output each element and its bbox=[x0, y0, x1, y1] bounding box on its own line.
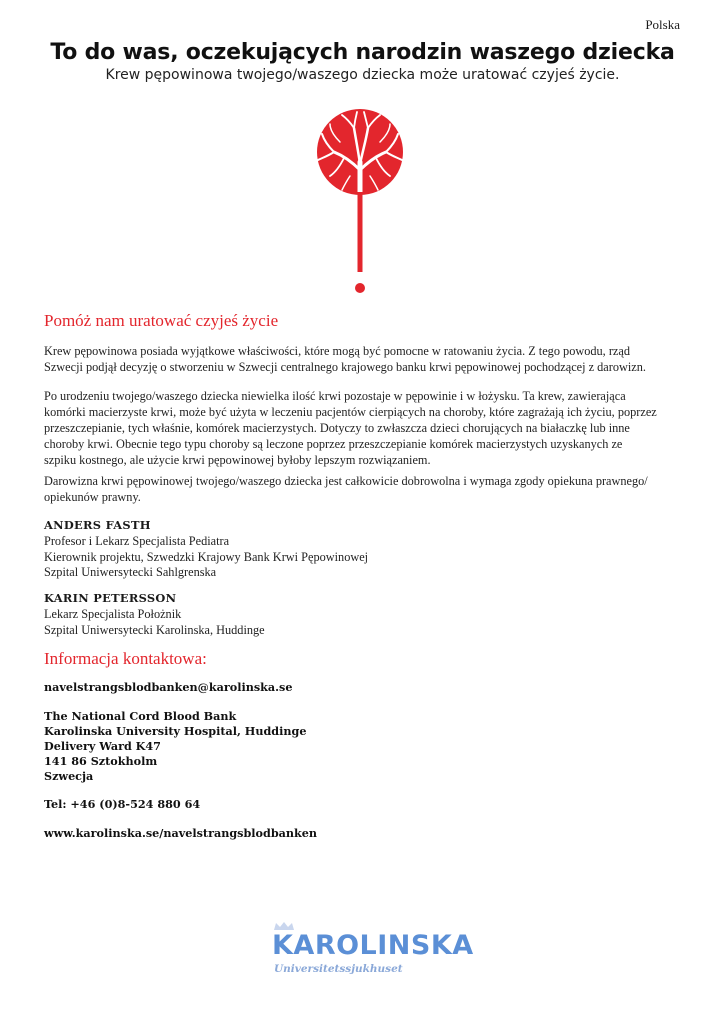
signatory-name: ANDERS FASTH bbox=[44, 518, 151, 532]
contact-address bbox=[44, 709, 306, 784]
contact-website-link[interactable]: www.karolinska.se/navelstrangsblodbanken bbox=[44, 826, 318, 840]
page-subtitle: Krew pępowinowa twojego/waszego dziecka może uratować czyjeś życie. bbox=[105, 67, 620, 83]
section-heading-help: Pomóż nam uratować czyjeś życie bbox=[44, 311, 279, 330]
address-line: Karolinska University Hospital, Huddinge bbox=[44, 724, 307, 738]
page-title: To do was, oczekujących narodzin waszego dziecka bbox=[50, 40, 675, 65]
address-line: Delivery Ward K47 bbox=[44, 739, 161, 753]
language-label: Polska bbox=[645, 17, 680, 32]
cord-tree-logo bbox=[300, 100, 420, 300]
signatory-name: KARIN PETERSSON bbox=[44, 591, 177, 605]
paragraph-1: Krew pępowinowa posiada wyjątkowe właściwości, które mogą być pomocne w ratowaniu życia. Z tego powodu, rząd Szwecji podjął decyzję o stworzeniu w Szwecji centralnego krajowego banku krwi pępowinowej pochodzącej z darowizn. bbox=[44, 344, 646, 374]
paragraph-3: Darowizna krwi pępowinowej twojego/waszego dziecka jest całkowicie dobrowolna i wymaga zgody opiekuna prawnego/ opiekunów prawny. bbox=[44, 474, 648, 504]
signatory-role: Kierownik projektu, Szwedzki Krajowy Bank Krwi Pępowinowej bbox=[44, 550, 369, 564]
address-line: 141 86 Sztokholm bbox=[44, 754, 158, 768]
contact-heading: Informacja kontaktowa: bbox=[44, 649, 207, 668]
signatory-title: Profesor i Lekarz Specjalista Pediatra bbox=[44, 534, 230, 548]
contact-email-link[interactable]: navelstrangsblodbanken@karolinska.se bbox=[44, 680, 293, 694]
karolinska-logo-subtitle: Universitetssjukhuset bbox=[274, 963, 403, 975]
contact-phone: Tel: +46 (0)8-524 880 64 bbox=[44, 797, 201, 811]
signatory-title: Lekarz Specjalista Położnik bbox=[44, 607, 182, 621]
signatory-affiliation: Szpital Uniwersytecki Sahlgrenska bbox=[44, 565, 217, 579]
address-line: The National Cord Blood Bank bbox=[44, 709, 237, 723]
paragraph-2: Po urodzeniu twojego/waszego dziecka niewielka ilość krwi pozostaje w pępowinie i w łożysku. Ta krew, zawierająca komórki macierzyste krwi, może być użyta w leczeniu pacjentów cierpiących na choroby, które zagrażają ich życiu, poprzez przeszczepianie, tych właśnie, komórek macierzystych. Dotyczy to zwłaszcza dzieci chorujących na białaczkę lub inne choroby krwi. Obecnie tego typu choroby są leczone poprzez przeszczepianie komórek macierzystych uzyskanych ze szpiku kostnego, ale użycie krwi pępowinowej byłoby lepszym rozwiązaniem. bbox=[44, 389, 657, 467]
signatory-affiliation: Szpital Uniwersytecki Karolinska, Huddinge bbox=[44, 623, 265, 637]
address-line: Szwecja bbox=[44, 769, 94, 783]
karolinska-logo: KAROLINSKA bbox=[272, 930, 474, 961]
